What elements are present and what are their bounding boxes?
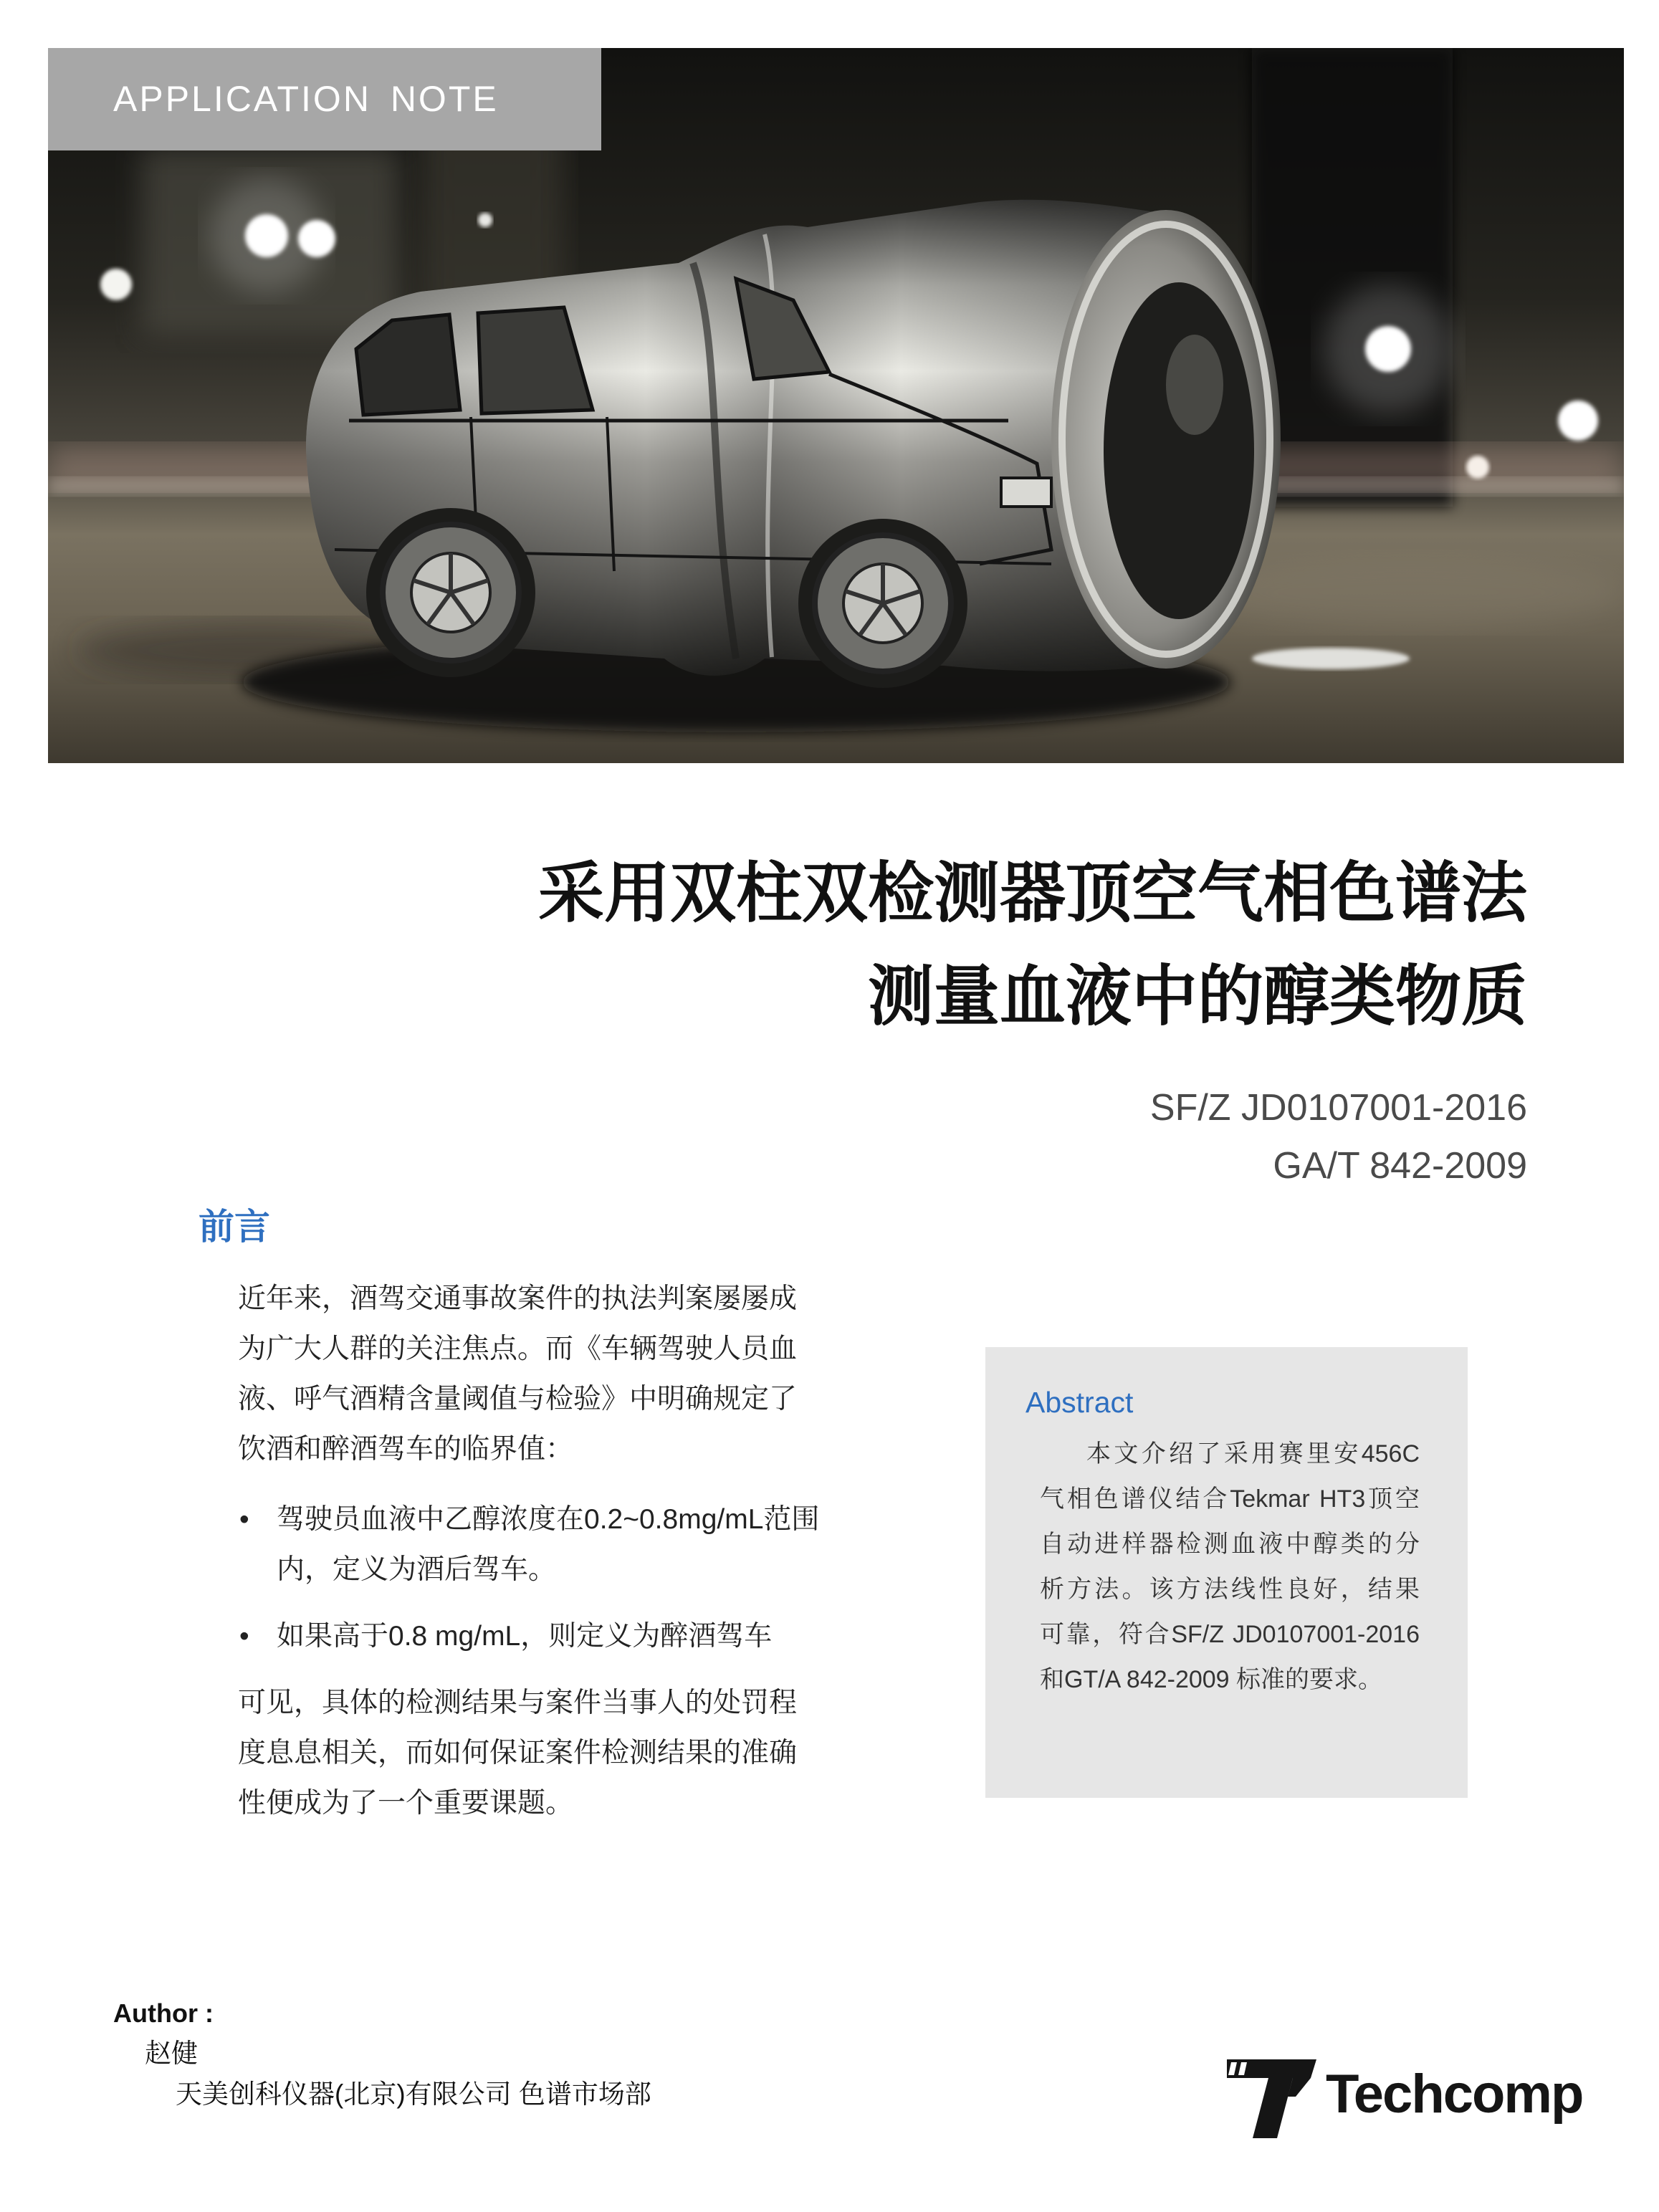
techcomp-logo-text: Techcomp [1326,2064,1583,2125]
abstract-line: 自动进样器检测血液中醇类的分 [1040,1531,1420,1558]
abstract-line: 和GT/A 842-2009 标准的要求。 [1040,1666,1383,1693]
techcomp-logo-icon-graphic [1227,2046,1316,2141]
abstract-heading: Abstract [1025,1386,1134,1419]
front-wheel [815,535,951,671]
body-line: 液、呼气酒精含量阈值与检验》中明确规定了 [238,1384,798,1414]
body-line: 可见，具体的检测结果与案件当事人的处罚程 [238,1687,798,1718]
body-line: 饮酒和醉酒驾车的临界值： [238,1434,574,1465]
body-line: 近年来，酒驾交通事故案件的执法判案屡屡成 [238,1283,798,1314]
rear-wheel [383,525,519,661]
abstract-line: 气相色谱仪结合Tekmar HT3顶空 [1040,1485,1420,1513]
can-end [1051,210,1281,669]
abstract-line: 可靠，符合SF/Z JD0107001-2016 [1040,1621,1420,1648]
hero-photo [48,48,1624,763]
techcomp-logo-icon [1227,2046,1316,2141]
foreword-heading: 前言 [199,1207,270,1247]
abstract-line: 析方法。该方法线性良好，结果 [1040,1576,1420,1603]
abstract-box [985,1347,1468,1798]
title-line-1: 采用双柱双检测器顶空气相色谱法 [537,857,1527,930]
bullet-icon: • [239,1504,249,1535]
bullet-item [238,1495,819,1595]
application-note-label: APPLICATION NOTE [48,48,601,150]
standard-references [0,1079,1527,1195]
author-affiliation: 天美创科仪器(北京)有限公司 色谱市场部 [176,2079,651,2109]
hero-photo-image [48,48,1624,763]
body-line: 度息息相关，而如何保证案件检测结果的准确 [238,1738,798,1768]
foil-debris [1252,648,1410,669]
author-label: Author : [113,1998,214,2028]
bullet-icon: • [239,1621,249,1652]
foreword-intro [238,1274,797,1475]
document-title [0,842,1527,1048]
bullet-item [238,1612,772,1662]
body-line: 如果高于0.8 mg/mL，则定义为醉酒驾车 [277,1621,773,1652]
author-name: 赵健 [145,2039,198,2068]
body-line: 为广大人群的关注焦点。而《车辆驾驶人员血 [238,1334,798,1364]
standard-reference: SF/Z JD0107001-2016 [1149,1087,1527,1129]
body-line: 内，定义为酒后驾车。 [277,1554,557,1585]
title-line-2: 测量血液中的醇类物质 [867,960,1527,1033]
standard-reference: GA/T 842-2009 [1273,1145,1527,1187]
foreword-closing [238,1678,797,1829]
body-line: 驾驶员血液中乙醇浓度在0.2~0.8mg/mL范围 [277,1504,820,1535]
body-line: 性便成为了一个重要课题。 [238,1788,574,1819]
abstract-line: 本文介绍了采用赛里安456C [1086,1440,1420,1468]
abstract-text [1040,1432,1420,1703]
